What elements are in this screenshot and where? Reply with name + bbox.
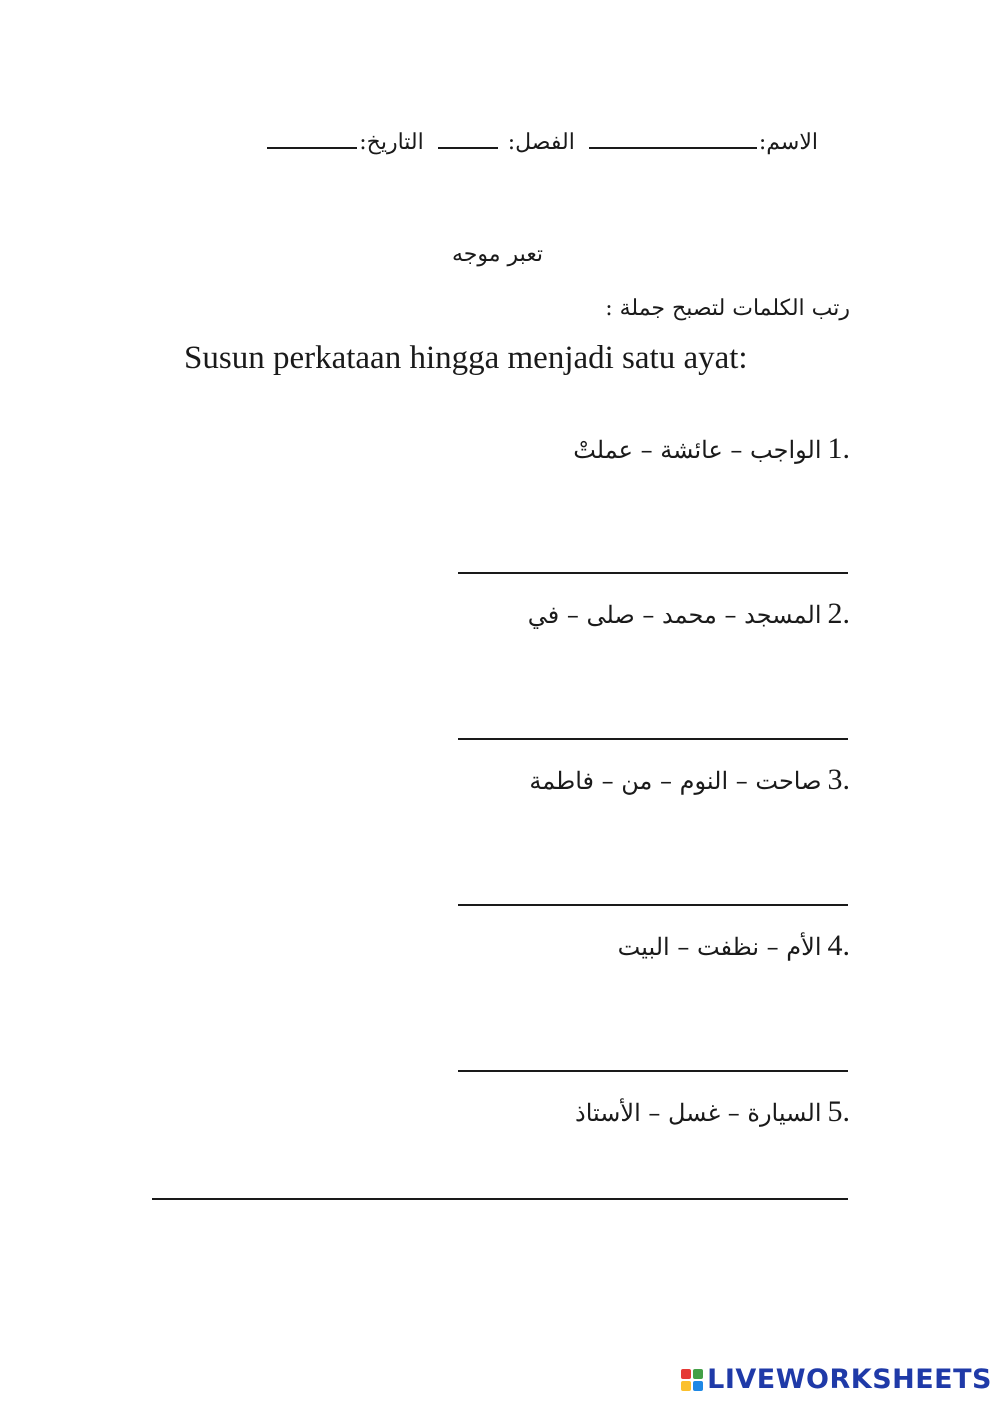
worksheet-title: تعبر موجه: [452, 242, 544, 267]
class-label: الفصل:: [507, 130, 575, 155]
answer-line-5[interactable]: [152, 1198, 848, 1200]
question-words: المسجد – محمد – صلى – في: [527, 601, 822, 629]
question-words: صاحت – النوم – من – فاطمة: [529, 767, 822, 795]
answer-line-3[interactable]: [458, 904, 848, 906]
name-label: الاسم:: [758, 130, 818, 155]
name-blank: [589, 131, 757, 149]
question-words: السيارة – غسل – الأستاذ: [575, 1099, 822, 1127]
question-5: [575, 1095, 850, 1129]
brand-name: LIVEWORKSHEETS: [707, 1364, 992, 1395]
question-number: 2.: [827, 597, 850, 630]
student-info-header: [267, 130, 820, 155]
instruction-arabic: رتب الكلمات لتصبح جملة :: [605, 296, 850, 321]
question-4: [618, 929, 850, 963]
question-number: 4.: [827, 929, 850, 962]
answer-line-1[interactable]: [458, 572, 848, 574]
date-label: التاريخ:: [359, 130, 424, 155]
question-2: [528, 597, 850, 631]
class-blank: [438, 131, 498, 149]
question-3: [529, 763, 850, 797]
logo-grid-icon: [681, 1369, 703, 1391]
liveworksheets-logo: [681, 1364, 992, 1395]
date-blank: [267, 131, 357, 149]
question-1: [573, 432, 850, 466]
question-number: 5.: [827, 1095, 850, 1128]
answer-line-4[interactable]: [458, 1070, 848, 1072]
question-number: 1.: [827, 432, 850, 465]
answer-line-2[interactable]: [458, 738, 848, 740]
instruction-malay: Susun perkataan hingga menjadi satu ayat:: [184, 340, 748, 376]
question-number: 3.: [827, 763, 850, 796]
question-words: الواجب – عائشة – عملتْ: [573, 436, 822, 464]
question-words: الأم – نظفت – البيت: [617, 933, 822, 961]
